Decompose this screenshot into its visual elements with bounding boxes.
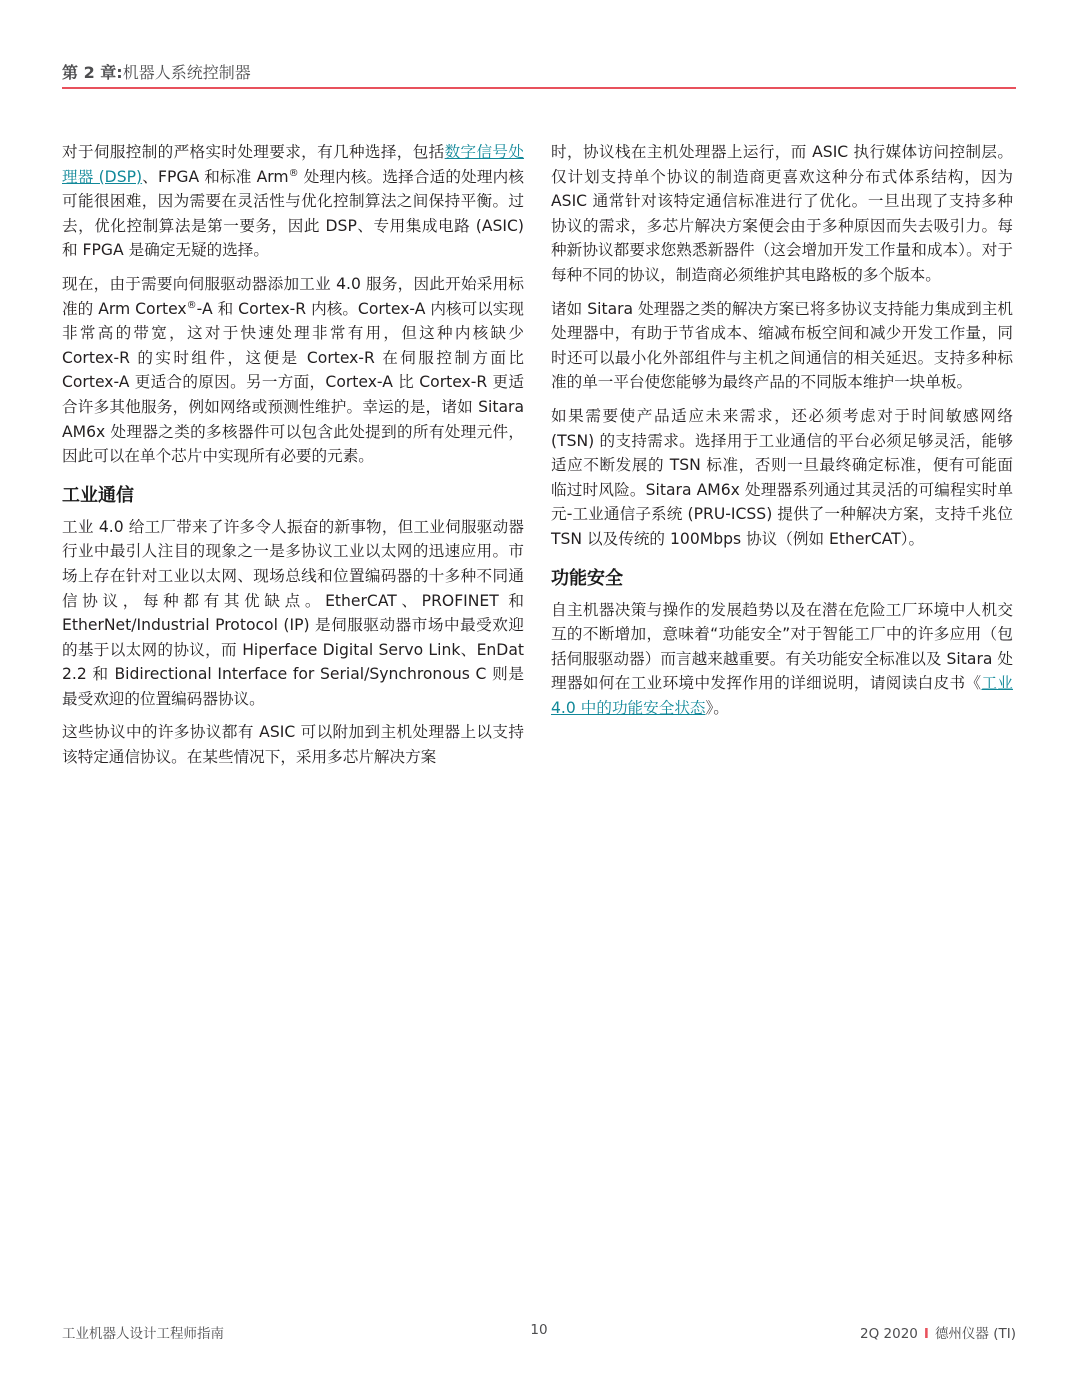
footer-doc-title: 工业机器人设计工程师指南 (62, 1326, 224, 1342)
paragraph (62, 272, 524, 469)
chapter-title (62, 60, 251, 83)
text-span: 对于伺服控制的严格实时处理要求，有几种选择，包括 (62, 143, 445, 161)
text-span: 、FPGA 和标准 Arm (142, 167, 289, 186)
chapter-name: 机器人系统控制器 (122, 63, 251, 82)
text-span: 》。 (705, 698, 729, 717)
paragraph: 诸如 Sitara 处理器之类的解决方案已将多协议支持能力集成到主机处理器中，有助于节省成本、缩减布板空间和减少开发工作量，同时还可以最小化外部组件与主机之间通信的相关延迟。支持多种标准的单一平台使您能够为最终产品的不同版本维护一块单板。 (551, 299, 1013, 392)
page-footer (62, 1322, 1016, 1344)
paragraph: 如果需要使产品适应未来需求，还必须考虑对于时间敏感网络 (TSN) 的支持需求。选择用于工业通信的平台必须足够灵活，能够适应不断发展的 TSN 标准，否则一旦最终确定标准，便有可能面临过时风险。Sitara AM6x 处理器系列通过其灵活的可编程实时单元-工业通信子系统 (PRU-ICSS) 提供了一种解决方案，支持千兆位 TSN 以及传统的 100Mbps 协议（例如 EtherCAT）。 (551, 406, 1013, 548)
text-span: 现在，由于需要向伺服驱动器添加工业 4.0 服务，因此开始采用标准的 Arm Cortex (62, 274, 524, 318)
paragraph: 时，协议栈在主机处理器上运行，而 ASIC 执行媒体访问控制层。仅计划支持单个协议的制造商更喜欢这种分布式体系结构，因为 ASIC 通常针对该特定通信标准进行了优化。一旦出现了支持多种协议的需求，多芯片解决方案便会由于多种原因而失去吸引力。每种新协议都要求您熟悉新器件（这会增加开发工作量和成本）。对于每种不同的协议，制造商必须维护其电路板的多个版本。 (551, 143, 1013, 284)
dsp-link[interactable]: 数字信号处理器 (DSP) (62, 143, 524, 186)
footer-company: 德州仪器 (TI) (934, 1326, 1016, 1342)
footer-publisher (860, 1322, 1016, 1342)
footer-date: 2Q 2020 (860, 1326, 918, 1342)
paragraph: 这些协议中的许多协议都有 ASIC 可以附加到主机处理器上以支持该特定通信协议。在某些情况下，采用多芯片解决方案 (62, 723, 524, 767)
header-rule (62, 87, 1016, 89)
chapter-label: 第 2 章: (62, 63, 123, 82)
right-column (551, 140, 1013, 729)
text-span: 自主机器决策与操作的发展趋势以及在潜在危险工厂环境中人机交互的不断增加，意味着“功能安全”对于智能工厂中的许多应用（包括伺服驱动器）而言越来越重要。有关功能安全标准以及 Sitara 处理器如何在工业环境中发挥作用的详细说明，请阅读白皮书《 (551, 600, 1013, 693)
page-number: 10 (530, 1322, 548, 1338)
text-span: -A 和 Cortex-R 内核。Cortex-A 内核可以实现非常高的带宽，这对于快速处理非常有用，但这种内核缺少 Cortex-R 的实时组件，这便是 Cortex-R 在伺服控制方面比 Cortex-A 更适合的原因。另一方面，Cortex-A 比 Cortex-R 更适合许多其他服务，例如网络或预测性维护。幸运的是，诸如 Sitara AM6x 处理器之类的多核器件可以包含此处提到的所有处理元件，因此可以在单个芯片中实现所有必要的元素。 (62, 299, 524, 466)
section-heading-functional-safety: 功能安全 (551, 567, 623, 589)
text-span: 处理内核。选择合适的处理内核可能很困难，因为需要在灵活性与优化控制算法之间保持平衡。过去，优化控制算法是第一要务，因此 DSP、专用集成电路 (ASIC) 和 FPGA 是确定无疑的选择。 (62, 167, 524, 260)
registered-mark: ® (186, 299, 197, 311)
section-heading-industrial-communication: 工业通信 (62, 484, 134, 506)
paragraph (551, 598, 1013, 721)
page-header (62, 58, 1016, 88)
registered-mark: ® (288, 167, 299, 179)
functional-safety-whitepaper-link[interactable]: 工业 4.0 中的功能安全状态 (551, 674, 1013, 717)
paragraph (62, 140, 524, 263)
paragraph: 工业 4.0 给工厂带来了许多令人振奋的新事物，但工业伺服驱动器行业中最引人注目的现象之一是多协议工业以太网的迅速应用。市场上存在针对工业以太网、现场总线和位置编码器的十多种不同通信协议，每种都有其优缺点。EtherCAT、PROFINET 和 EtherNet/Industrial Protocol (IP) 是伺服驱动器市场中最受欢迎的基于以太网的协议，而 Hiperface Digital Servo Link、EnDat 2.2 和 Bidirectional Interface for Serial/Synchronous C 则是最受欢迎的位置编码器协议。 (62, 517, 524, 708)
left-column (62, 140, 524, 779)
footer-separator: I (923, 1326, 929, 1342)
